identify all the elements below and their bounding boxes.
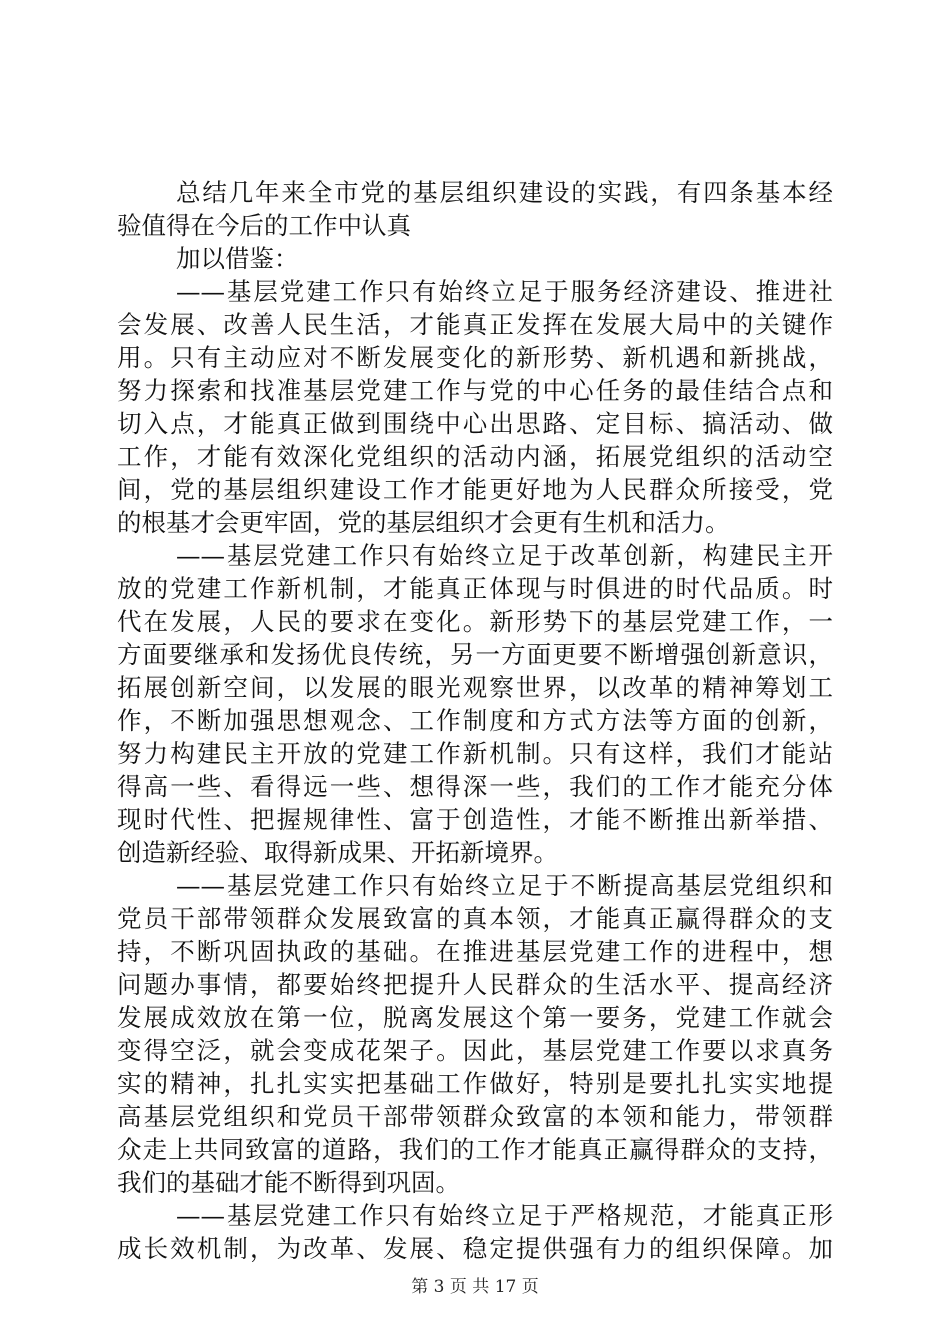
text-line: ——基层党建工作只有始终立足于不断提高基层党组织和 <box>176 871 833 900</box>
text-line: 得高一些、看得远一些、想得深一些，我们的工作才能充分体 <box>117 772 833 801</box>
text-line: 高基层党组织和党员干部带领群众致富的本领和能力，带领群 <box>117 1102 833 1131</box>
text-line: 切入点，才能真正做到围绕中心出思路、定目标、搞活动、做 <box>117 409 833 438</box>
text-line: 众走上共同致富的道路，我们的工作才能真正赢得群众的支持， <box>117 1135 833 1164</box>
text-line: ——基层党建工作只有始终立足于严格规范，才能真正形 <box>176 1201 833 1230</box>
text-line: 创造新经验、取得新成果、开拓新境界。 <box>117 838 558 867</box>
text-line: 会发展、改善人民生活，才能真正发挥在发展大局中的关键作 <box>117 310 833 339</box>
text-line: 问题办事情，都要始终把提升人民群众的生活水平、提高经济 <box>117 970 833 999</box>
text-line: 党员干部带领群众发展致富的真本领，才能真正赢得群众的支 <box>117 904 833 933</box>
text-line: 的根基才会更牢固，党的基层组织才会更有生机和活力。 <box>117 508 730 537</box>
text-line: 验值得在今后的工作中认真 <box>117 211 411 240</box>
text-line: 加以借鉴： <box>176 244 299 273</box>
text-line: 工作，才能有效深化党组织的活动内涵，拓展党组织的活动空 <box>117 442 833 471</box>
text-line: 方面要继承和发扬优良传统，另一方面更要不断增强创新意识， <box>117 640 833 669</box>
text-line: 努力探索和找准基层党建工作与党的中心任务的最佳结合点和 <box>117 376 833 405</box>
text-line: 我们的基础才能不断得到巩固。 <box>117 1168 460 1197</box>
text-line: ——基层党建工作只有始终立足于改革创新，构建民主开 <box>176 541 833 570</box>
text-line: 变得空泛，就会变成花架子。因此，基层党建工作要以求真务 <box>117 1036 833 1065</box>
text-line: 发展成效放在第一位，脱离发展这个第一要务，党建工作就会 <box>117 1003 833 1032</box>
text-line: 间，党的基层组织建设工作才能更好地为人民群众所接受，党 <box>117 475 833 504</box>
text-line: 用。只有主动应对不断发展变化的新形势、新机遇和新挑战， <box>117 343 833 372</box>
text-line: 实的精神，扎扎实实把基础工作做好，特别是要扎扎实实地提 <box>117 1069 833 1098</box>
text-line: ——基层党建工作只有始终立足于服务经济建设、推进社 <box>176 277 833 306</box>
text-line: 拓展创新空间，以发展的眼光观察世界，以改革的精神筹划工 <box>117 673 833 702</box>
text-line: 成长效机制，为改革、发展、稳定提供强有力的组织保障。加 <box>117 1234 833 1263</box>
page-number-footer: 第 3 页 共 17 页 <box>411 1277 539 1297</box>
text-line: 现时代性、把握规律性、富于创造性，才能不断推出新举措、 <box>117 805 833 834</box>
text-line: 作，不断加强思想观念、工作制度和方式方法等方面的创新， <box>117 706 833 735</box>
text-line: 努力构建民主开放的党建工作新机制。只有这样，我们才能站 <box>117 739 833 768</box>
text-line: 持，不断巩固执政的基础。在推进基层党建工作的进程中，想 <box>117 937 833 966</box>
text-line: 代在发展，人民的要求在变化。新形势下的基层党建工作，一 <box>117 607 833 636</box>
text-line: 放的党建工作新机制，才能真正体现与时俱进的时代品质。时 <box>117 574 833 603</box>
text-line: 总结几年来全市党的基层组织建设的实践，有四条基本经 <box>176 178 833 207</box>
